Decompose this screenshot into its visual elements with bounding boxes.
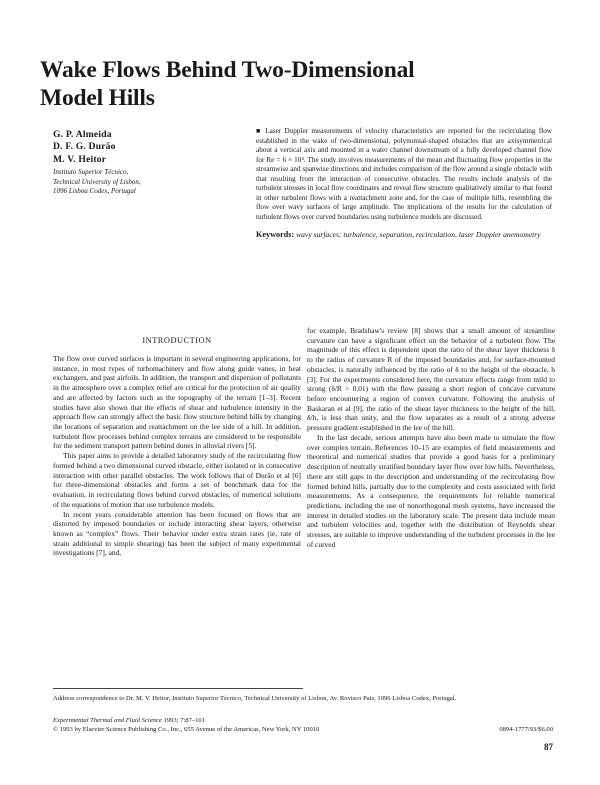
keywords-text: wavy surfaces; turbulence, separation, recirculation, laser Doppler anemometry — [296, 230, 541, 240]
right-column — [307, 326, 555, 550]
affiliation — [53, 168, 243, 197]
footnote-divider — [53, 688, 303, 689]
body-paragraph: In the last decade, serious attempts have also been made to simulate the flow over complex terrain. References 10–15 are examples of field measurements and theoretical and numerical studies that provide a good basis for a preliminary description of neutrally stratified boundary layer flow over low hills. Nevertheless, there are still gaps in the description and understanding of the recirculating flow formed behind hills, partially due to the complexity and costs associated with field measurements. As a consequence, the requirements for reliable numerical predictions, including the use of nonorthogonal mesh systems, have increased the interest in detailed studies on the laboratory scale. The present data include mean and turbulent velocities and, together with the distribution of Reynolds shear stresses, are suitable to improve understanding of the turbulent processes in the lee of curved — [307, 432, 555, 549]
affiliation-line: Instituto Superior Técnico, — [53, 168, 129, 177]
correspondence-note: Address correspondence to Dr. M. V. Heitor, Instituto Superior Técnico, Technical University of Lisbon, Av. Rovisco Pais, 1096 Lisboa Codex, Portugal. — [53, 695, 457, 702]
body-paragraph: The flow over curved surfaces is important in several engineering applications, for instance, in most types of turbomachinery and flow along guide vanes, in heat exchangers, and past airfoils. In addition, the transport and dispersion of pollutants in the atmosphere over a complex relief are critical for the protection of air quality and are affected by factors such as the topography of the terrain [1–3]. Recent studies have also shown that the effects of shear and turbulence intensity in the approach flow can strongly affect the basic flow structure behind hills by changing the locations of separation and reattachment on the lee side of a hill. In addition, turbulent flow processes behind complex terrains are considered to be responsible for the sediment transport pattern behind dunes in alluvial rivers [5]. — [53, 354, 301, 451]
body-paragraph: In recent years considerable attention has been focused on flows that are distorted by imposed boundaries or include interacting shear layers, otherwise known as “complex” flows. Their behavior under extra strain rates (ie, rate of strain additional to simple shearing) has been the subject of many experimental investigations [7], and, — [53, 509, 301, 558]
author-name: G. P. Almeida — [53, 129, 112, 140]
affiliation-line: 1096 Lisboa Codex, Portugal — [53, 187, 136, 196]
journal-volume: 1993; 7:87–101 — [163, 717, 206, 724]
author-name: D. F. G. Durão — [53, 141, 116, 153]
affiliation-line: Technical University of Lisbon, — [53, 177, 141, 186]
journal-name: Experimental Thermal and Fluid Science — [53, 717, 162, 724]
section-heading-introduction: INTRODUCTION — [142, 336, 212, 345]
journal-reference — [53, 716, 555, 725]
copyright-line: © 1993 by Elsevier Science Publishing Co., Inc., 655 Avenue of the Americas, New York, NY 10010 — [53, 726, 320, 733]
author-block — [53, 129, 243, 197]
left-column — [53, 336, 301, 558]
author-name: M. V. Heitor — [53, 153, 107, 165]
body-paragraph: for example, Bradshaw's review [8] shows that a small amount of streamline curvature can have a significant effect on the behavior of a turbulent flow. The magnitude of this effect is dependent upon the ratio of the shear layer thickness δ to the radius of curvature R of the imposed boundaries and, for surface-mounted obstacles, is naturally influenced by the ratio of δ to the height of the obstacle, h [3]. For the experiments considered here, the curvature effects range from mild to strong (δ/R > 0.01) with the flow passing a short region of concave curvature before encountering a region of convex curvature. Following the analysis of Baskaran et al [9], the ratio of the shear layer thickness to the height of the hill, δ/h, is less than unity, and the flow separates as a result of a strong adverse pressure gradient established in the lee of the hill. — [307, 326, 555, 433]
paper-title: Wake Flows Behind Two-Dimensional Model Hills — [40, 57, 415, 111]
keywords — [256, 230, 552, 240]
keywords-label: Keywords: — [256, 230, 295, 240]
abstract-text: ■ Laser Doppler measurements of velocity characteristics are reported for the recirculating flow established in the wake of two-dimensional, polynomial-shaped obstacles that are axisymmetrical about a vertical axis and mounted in a water channel downstream of a fully developed channel flow for Re = 6 × 10⁴. The study involves measurements of the mean and fluctuating flow properties in the streamwise and spanwise directions and includes comparison of the flow around a single obstacle with that resulting from the interaction of consecutive obstacles. The results include analysis of the turbulent stresses in local flow coordinates and reveal flow structure qualitatively similar to that found in other turbulent flows with a reattachment zone and, for the case of multiple hills, resembling the flow over wavy surfaces of large amplitude. The implications of the results for the calculation of turbulent flows over curved boundaries using turbulence models are discussed. — [256, 127, 552, 221]
issn-code: 0894-1777/93/$6.00 — [499, 726, 553, 733]
abstract — [256, 127, 552, 240]
body-paragraph: This paper aims to provide a detailed laboratory study of the recirculating flow formed behind a two dimensional curved obstacle, either isolated or in consecutive interaction with other parallel obstacles. The work follows that of Durão et al [6] for three-dimensional obstacles and forms a set of benchmark data for the evaluation, in recirculating flows behind curved obstacles, of numerical solutions of the equations of motion that use turbulence models. — [53, 451, 301, 509]
page-number: 87 — [544, 742, 553, 752]
